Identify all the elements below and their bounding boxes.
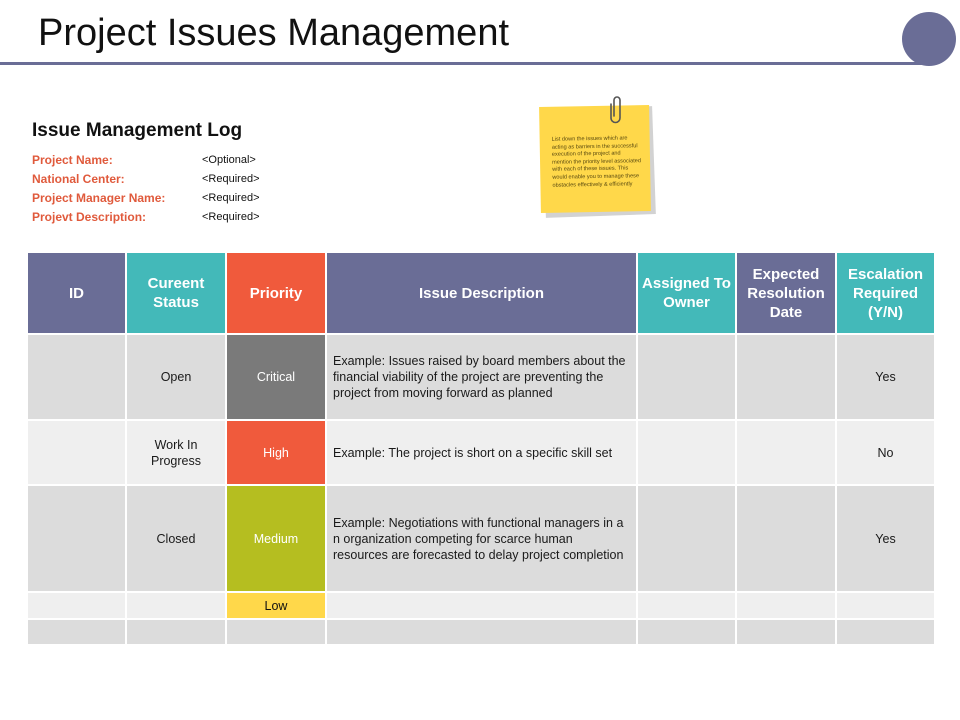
issues-table (26, 251, 936, 646)
cell-status: Work In Progress (127, 421, 225, 484)
sticky-note (538, 100, 658, 218)
field-project-manager (32, 188, 260, 207)
cell-escalation: Yes (837, 335, 934, 419)
cell-owner (638, 335, 735, 419)
cell-description: Example: Negotiations with functional managers in a n organization competing for scarce human resources are forecasted to delay project completion (327, 486, 636, 591)
field-project-name (32, 150, 260, 169)
sticky-note-text: List down the issues which are acting as barriers in the successful execution of the project and mention the priority level associated with each of these issues. This would enable you to manage these obstacles effectively & efficiently (539, 105, 651, 213)
cell-id (28, 620, 125, 644)
column-header-escalation: Escalation Required (Y/N) (837, 253, 934, 333)
cell-date (737, 593, 835, 618)
table-row (28, 593, 934, 618)
cell-id (28, 421, 125, 484)
field-value: <Optional> (202, 153, 256, 166)
log-fields (32, 150, 260, 226)
table-row (28, 620, 934, 644)
paperclip-icon (610, 94, 624, 124)
field-value: <Required> (202, 191, 260, 204)
cell-owner (638, 486, 735, 591)
field-project-description (32, 207, 260, 226)
cell-date (737, 486, 835, 591)
column-header-id: ID (28, 253, 125, 333)
table-row (28, 421, 934, 484)
column-header-owner: Assigned To Owner (638, 253, 735, 333)
cell-description: Example: Issues raised by board members about the financial viability of the project are preventing the project from moving forward as planned (327, 335, 636, 419)
cell-escalation: No (837, 421, 934, 484)
cell-priority: Low (227, 593, 325, 618)
table-row (28, 335, 934, 419)
column-header-description: Issue Description (327, 253, 636, 333)
cell-owner (638, 620, 735, 644)
column-header-status: Cureent Status (127, 253, 225, 333)
cell-priority (227, 620, 325, 644)
field-label: Project Manager Name: (32, 190, 166, 205)
cell-id (28, 593, 125, 618)
cell-status (127, 620, 225, 644)
page-title: Project Issues Management (38, 12, 510, 54)
field-label: National Center: (32, 171, 125, 186)
field-national-center (32, 169, 260, 188)
decorative-circle (902, 12, 956, 66)
cell-priority: High (227, 421, 325, 484)
cell-owner (638, 421, 735, 484)
cell-description (327, 620, 636, 644)
cell-id (28, 335, 125, 419)
cell-escalation: Yes (837, 486, 934, 591)
cell-escalation (837, 593, 934, 618)
field-label: Projevt Description: (32, 209, 147, 224)
table-header-row (28, 253, 934, 333)
cell-status: Open (127, 335, 225, 419)
log-title: Issue Management Log (32, 120, 243, 141)
cell-description (327, 593, 636, 618)
cell-priority: Medium (227, 486, 325, 591)
cell-status (127, 593, 225, 618)
column-header-priority: Priority (227, 253, 325, 333)
column-header-resolution-date: Expected Resolution Date (737, 253, 835, 333)
cell-description: Example: The project is short on a specific skill set (327, 421, 636, 484)
cell-owner (638, 593, 735, 618)
field-label: Project Name: (32, 152, 113, 167)
field-value: <Required> (202, 210, 260, 223)
cell-priority: Critical (227, 335, 325, 419)
title-divider (0, 62, 930, 65)
table-row (28, 486, 934, 591)
cell-escalation (837, 620, 934, 644)
cell-id (28, 486, 125, 591)
cell-date (737, 335, 835, 419)
cell-date (737, 620, 835, 644)
cell-status: Closed (127, 486, 225, 591)
cell-date (737, 421, 835, 484)
field-value: <Required> (202, 172, 260, 185)
